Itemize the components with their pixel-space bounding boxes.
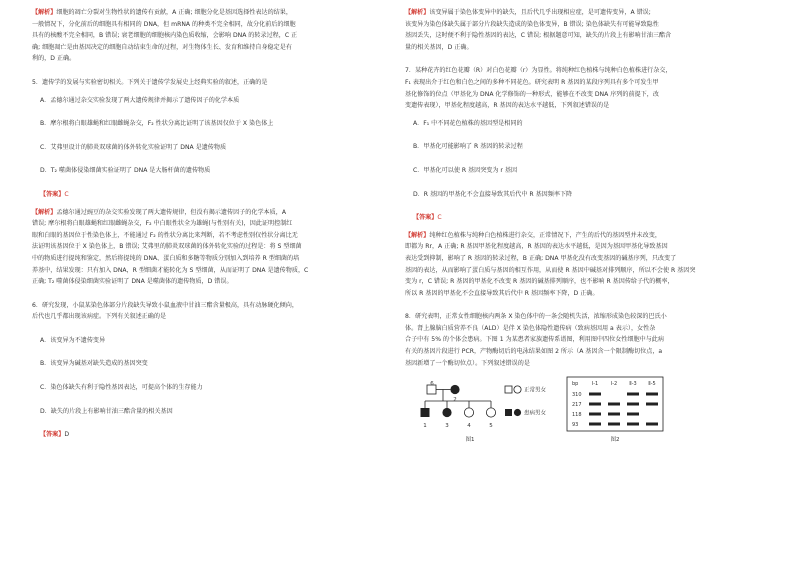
text-line: 即都为 Rr，A 正确; R 基因甲基化程度越高，R 基因的表达水平越低，是因为基因甲基化导致基因 bbox=[405, 243, 668, 251]
text-line: 具有的核酸不完全相同，B 错误; 衰老细胞的细胞核内染色质收缩，会影响 DNA 的转录过程，C 正 bbox=[32, 32, 298, 40]
text-line: 利的，D 正确。 bbox=[32, 55, 76, 63]
explanation-tag: 【解析】 bbox=[405, 231, 430, 239]
q6-option-a: A．该变异为不遗传变异 bbox=[40, 336, 106, 344]
gel-band bbox=[646, 403, 658, 406]
gel-band bbox=[627, 393, 639, 396]
text-line bbox=[32, 207, 382, 219]
q8-figures bbox=[405, 375, 770, 455]
gel-lane-label: Ⅰ-1 bbox=[591, 381, 599, 388]
explanation-tag: 【解析】 bbox=[32, 9, 57, 16]
legend-female-affected bbox=[514, 409, 521, 416]
text-line: 一般情况下，分化前后的细胞具有相同的 DNA，但 mRNA 的种类不完全相同，故分化前后的细胞 bbox=[32, 20, 296, 28]
q5-option-c: C．艾弗里设计的肺炎双球菌的体外转化实验证明了 DNA 是遗传物质 bbox=[40, 143, 227, 151]
answer-tag: 【答案】 bbox=[40, 190, 65, 198]
gel-band bbox=[646, 393, 658, 396]
answer-value: C bbox=[437, 214, 442, 222]
pedigree-label: 2 bbox=[453, 397, 457, 404]
gel-band bbox=[627, 423, 639, 426]
q7-option-b: B．甲基化可能影响了 R 基因的转录过程 bbox=[413, 143, 523, 151]
text-line: 正确; T₂ 噬菌体侵染细菌实验证明了 DNA 是噬菌体的遗传物质，D 错误。 bbox=[32, 278, 233, 286]
gel-band bbox=[608, 403, 620, 406]
q7-option-a: A．F₁ 中不同花色植株的基因型是相同的 bbox=[413, 119, 523, 127]
q6-stem-line: 后代也几乎都出现该病症。下列有关叙述正确的是 bbox=[32, 313, 167, 321]
gel-band bbox=[608, 423, 620, 426]
q4-exp-line0: 细胞的凋亡分裂对生物性状的遗传有贡献，A 正确; 细胞分化是基因选择性表达的结果， bbox=[56, 9, 292, 16]
q5-option-b: B．摩尔根将白眼雄蝇和红眼雌蝇杂交，F₂ 性状分离比证明了该基因仅位于 X 染色体上 bbox=[40, 120, 274, 128]
text-line: 养基中，结果发现：只有加入 DNA，R 型细菌才能转化为 S 型细菌，从而证明了 DNA 是遗传物质，C bbox=[32, 266, 309, 274]
q6-option-c: C．染色体缺失有利于隐性基因表达，可提高个体的生存能力 bbox=[40, 384, 203, 392]
q8-stem-line: 体。肾上腺脑白质营养不良（ALD）是伴 X 染色体隐性遗传病（致病基因用 a 表示），女性杂 bbox=[405, 324, 656, 332]
right-column bbox=[405, 0, 770, 455]
pedigree-label: 3 bbox=[445, 423, 449, 430]
text-line: 眼和白眼的基因位于性染色体上，不能通过 F₂ 的性状分离比来判断，若不考虑性别仅性状分离比无 bbox=[32, 231, 298, 239]
answer-value: C bbox=[64, 190, 69, 198]
pedigree-label: 6 bbox=[430, 381, 434, 388]
pedigree-female-affected bbox=[450, 385, 459, 394]
text-line: 所以 R 基因的甲基化不会直接导致其后代中 R 基因频率下降，D 正确。 bbox=[405, 289, 599, 297]
gel-band-size: 93 bbox=[572, 422, 579, 429]
gel-band bbox=[627, 413, 639, 416]
q7-exp-line0: 纯种红色植株与纯种白色植株进行杂交，正常情况下，产生的后代的基因型并未改变， bbox=[429, 231, 661, 239]
q7-stem-line: 基化修饰的位点（甲基化为 DNA 化学修饰的一种形式，能够在不改变 DNA 序列的前提下，改 bbox=[405, 90, 659, 98]
figure2-caption: 图2 bbox=[610, 437, 620, 444]
q8-stem-line: 有关的基因片段进行 PCR，产物酶切后的电泳结果如图 2 所示（A 基因含一个限制酶切位点，a bbox=[405, 348, 663, 356]
gel-band bbox=[589, 423, 601, 426]
gel-bp-label: bp bbox=[572, 381, 579, 388]
pedigree-figure bbox=[421, 381, 547, 443]
gel-band bbox=[627, 403, 639, 406]
q6-exp-line0: 该变异属于染色体变异中的缺失，且后代几乎出现相应症，是可遗传变异，A 错误; bbox=[429, 9, 651, 16]
gel-band-size: 217 bbox=[572, 402, 582, 409]
text-line bbox=[405, 7, 770, 19]
q7-explanation bbox=[405, 230, 770, 300]
pedigree-label: 1 bbox=[423, 423, 427, 430]
text-line: 确; 细胞凋亡是由基因决定的细胞自动结束生命的过程，对生物体生长、发育和维持自身稳定是有 bbox=[32, 43, 292, 51]
text-line: 法证明该基因位于 X 染色体上，B 错误; 艾弗里的肺炎双球菌的体外转化实验的过程是：将 S 型细菌 bbox=[32, 243, 302, 251]
gel-lane-label: Ⅰ-2 bbox=[610, 381, 618, 388]
text-line: 中的物质进行提纯和鉴定，然后将提纯的 DNA、蛋白质和多糖等物质分别加入到培养 R 型细菌的培 bbox=[32, 254, 300, 262]
q4-explanation bbox=[32, 7, 382, 65]
q7-option-d: D．R 基因的甲基化不会直接导致其后代中 R 基因频率下降 bbox=[413, 190, 573, 198]
gel-band bbox=[589, 393, 601, 396]
q5-option-a: A．孟德尔通过杂交实验发现了两大遗传规律并揭示了遗传因子的化学本质 bbox=[40, 96, 240, 104]
legend-affected-label: 患病男女 bbox=[524, 410, 547, 417]
q8-stem-line: 基因新增了一个酶切位点）。下列叙述错误的是 bbox=[405, 359, 530, 367]
text-line bbox=[32, 7, 382, 19]
pedigree-label: 5 bbox=[489, 423, 493, 430]
gel-lane-label: Ⅱ-3 bbox=[629, 381, 637, 388]
q5-answer bbox=[32, 189, 382, 201]
legend-female-normal bbox=[514, 386, 521, 393]
text-line: 表达受到抑制，影响了 R 基因的转录过程，B 正确; DNA 甲基化没有改变基因的碱基序列，只改变了 bbox=[405, 254, 677, 262]
gel-band bbox=[589, 403, 601, 406]
answer-value: D bbox=[64, 431, 70, 439]
legend-male-normal bbox=[505, 386, 512, 393]
q6-answer bbox=[32, 429, 382, 441]
gel-band-size: 310 bbox=[572, 392, 582, 399]
answer-tag: 【答案】 bbox=[40, 431, 65, 439]
gel-band bbox=[608, 413, 620, 416]
gel-band bbox=[589, 413, 601, 416]
left-column bbox=[32, 0, 382, 441]
q7-stem-line: F₁ 表现出介于红色和白色之间的多种不同花色。研究表明 R 基因的某段序列具有多个可发生甲 bbox=[405, 78, 659, 86]
text-line bbox=[405, 230, 770, 242]
pedigree-female-normal bbox=[486, 408, 495, 417]
q5-option-d: D．T₂ 噬菌体侵染细菌实验证明了 DNA 是大肠杆菌的遗传物质 bbox=[40, 167, 211, 175]
q7-answer bbox=[405, 212, 770, 224]
gel-band-size: 118 bbox=[572, 412, 582, 419]
text-line: 基因的表达，从而影响了蛋白质与基因的相互作用，从而使 R 基因中碱基对排列顺序，所以不会使 R 基因突 bbox=[405, 266, 696, 274]
q7-stem-line: 变遗传表现），甲基化程度越高，R 基因的表达水平越低，下列叙述错误的是 bbox=[405, 102, 610, 110]
text-line: 错误; 摩尔根将白眼雄蝇和红眼雌蝇杂交，F₂ 中白眼性状全为雄蝇(与性别有关)，因此证明控制红 bbox=[32, 220, 293, 228]
legend-normal-label: 正常男女 bbox=[524, 387, 547, 394]
text-line: 变为 r，C 错误; R 基因的甲基化不改变 R 基因的碱基排列顺序，也不影响 R 基因传给子代的概率， bbox=[405, 278, 674, 286]
q8-stem-line: 合子中有 5% 的个体会患病。下图 1 为某患者家族遗传系谱图，利用图中四位女性细胞中与此病 bbox=[405, 336, 664, 344]
gel-figure bbox=[567, 377, 663, 443]
pedigree-male-affected bbox=[421, 408, 430, 417]
q5-exp-line0: 孟德尔通过豌豆的杂交实验发现了两大遗传规律，但没有揭示遗传因子的化学本质，A bbox=[56, 208, 287, 216]
text-line: 该变异为染色体缺失属于部分片段缺失造成的染色体变异，B 错误; 染色体缺失有可能导致隐性 bbox=[405, 20, 659, 28]
legend-male-affected bbox=[505, 409, 512, 416]
text-line: 基因丢失，这时便不利于隐性基因的表达，C 错误; 根据题意可知，缺失的片段上有影响甘油三酯含 bbox=[405, 32, 672, 40]
q6-stem-line: 6．研究发现，小鼠某染色体部分片段缺失导致小鼠血液中甘油三酯含量极高，具有动脉硬化倾向， bbox=[32, 301, 298, 309]
pedigree-female-affected bbox=[442, 408, 451, 417]
q6-option-b: B．该变异为碱基对缺失造成的基因突变 bbox=[40, 360, 148, 368]
q6-explanation bbox=[405, 7, 770, 53]
gel-lane-label: Ⅱ-5 bbox=[648, 381, 656, 388]
q8-stem-line: 8．研究表明，正常女性细胞核内两条 X 染色体中的一条会随机失活，浓缩形成染色较深的巴氏小 bbox=[405, 313, 667, 321]
q7-option-c: C．甲基化可以使 R 基因突变为 r 基因 bbox=[413, 166, 518, 174]
figure1-caption: 图1 bbox=[465, 437, 475, 444]
q5-explanation bbox=[32, 207, 382, 288]
answer-tag: 【答案】 bbox=[413, 214, 438, 222]
explanation-tag: 【解析】 bbox=[405, 9, 430, 16]
gel-band bbox=[646, 423, 658, 426]
text-line: 量的相关基因，D 正确。 bbox=[405, 43, 473, 51]
explanation-tag: 【解析】 bbox=[32, 208, 57, 216]
q5-stem: 5．遗传学的发展与实验密切相关。下列关于遗传学发展史上经典实验的叙述，正确的是 bbox=[32, 78, 268, 86]
pedigree-female-normal bbox=[464, 408, 473, 417]
q6-option-d: D．缺失的片段上有影响甘油三酯含量的相关基因 bbox=[40, 407, 173, 415]
q7-stem-line: 7．某种花卉的红色花瓣（R）对白色花瓣（r）为显性。将纯种红色植株与纯种白色植株进行杂交， bbox=[405, 67, 672, 75]
pedigree-label: 4 bbox=[467, 423, 471, 430]
